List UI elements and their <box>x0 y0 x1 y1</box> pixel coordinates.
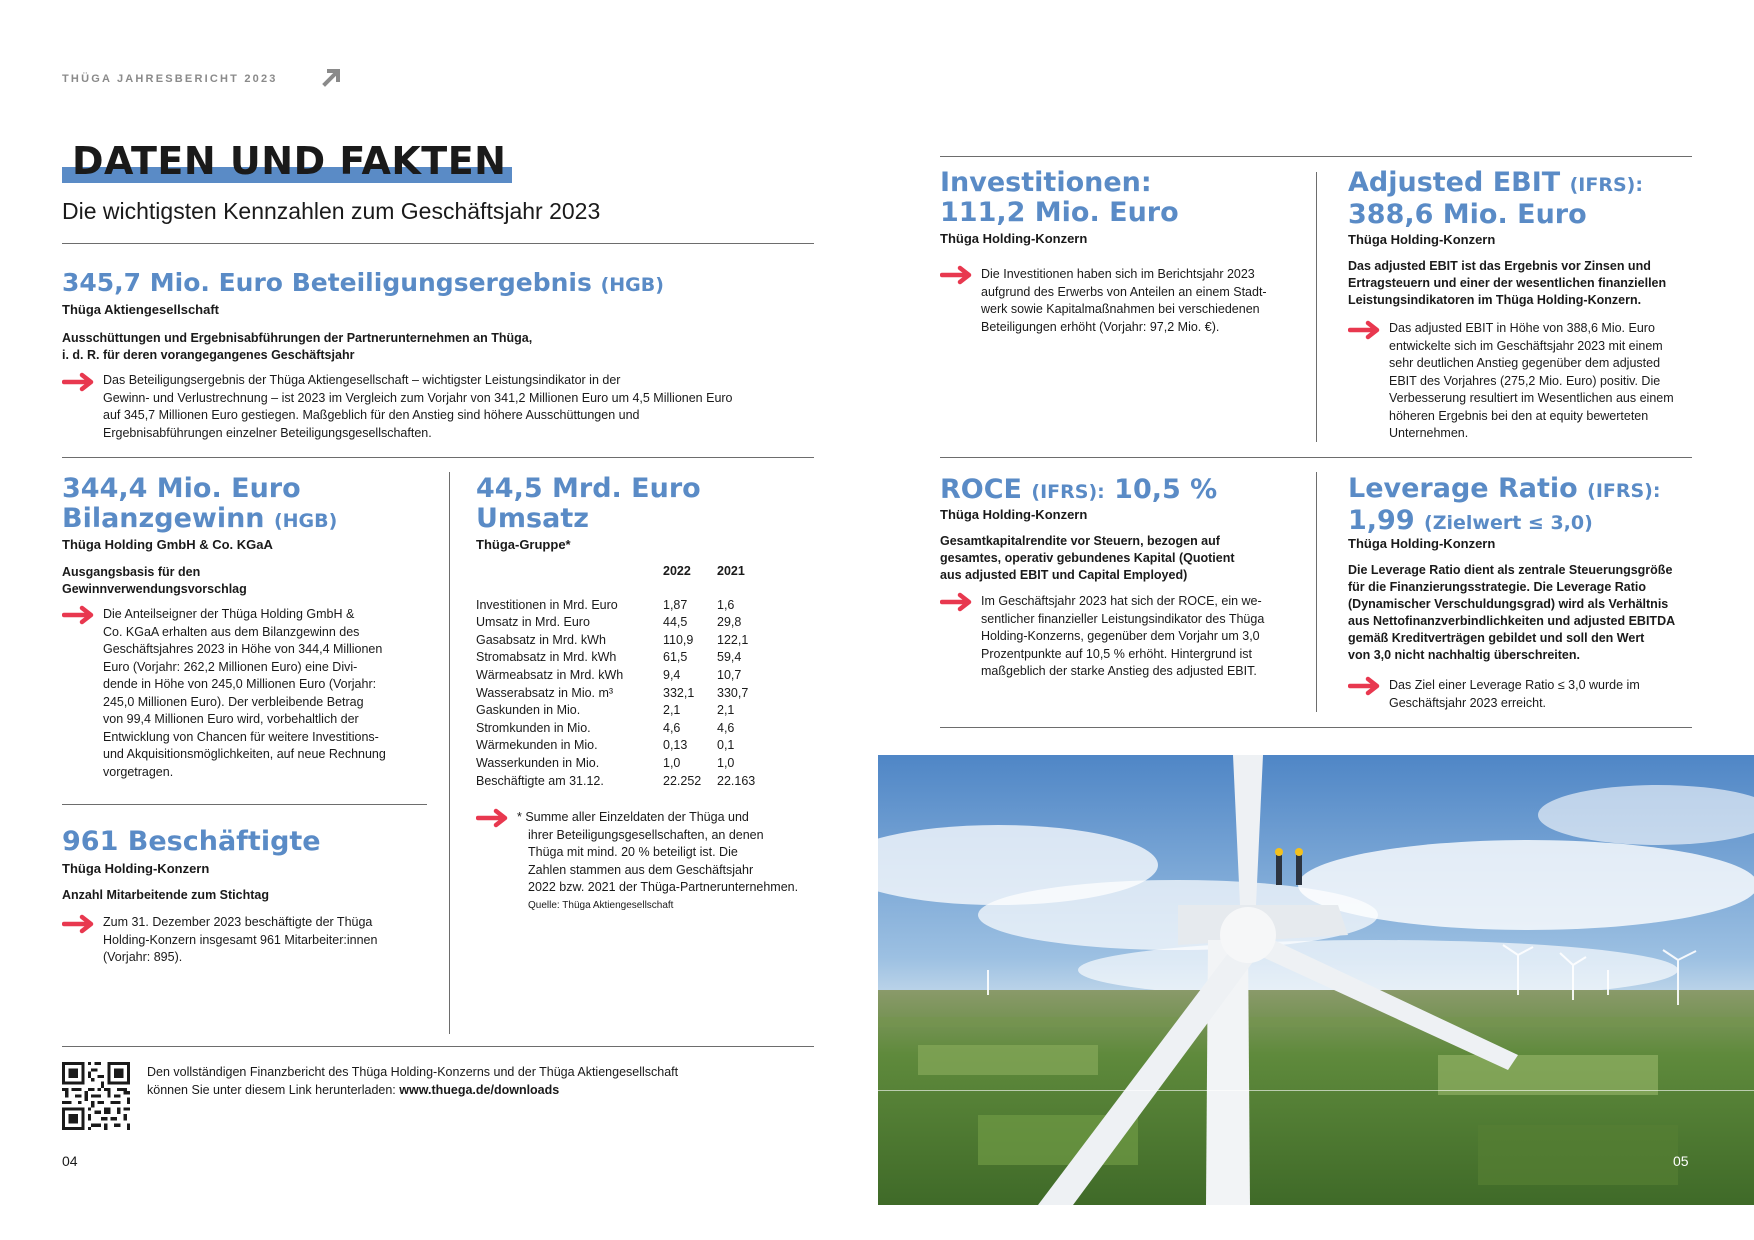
roce-entity: Thüga Holding-Konzern <box>940 507 1088 522</box>
table-row: Stromabsatz in Mrd. kWh 61,5 59,4 <box>476 650 742 665</box>
roce-title: ROCE (IFRS): 10,5 % <box>940 474 1218 505</box>
bilanz-text: Die Anteilseigner der Thüga Holding GmbH & Co. KGaA erhalten aus dem Bilanzgewinn des Geschäftsjahres 2023 in Höhe von 344,4 Millionen Euro (Vorjahr: 262,2 Millionen Euro) eine Divi- dende in Höhe von 245,0 Millionen Euro (Vorjahr: 245,0 Millionen Euro). Der verbleibende Betrag von 99,4 Millionen Euro wird, vorbehaltlich der Entwicklung von Chancen für weitere Investitions- und Akquisitionsmöglichkeiten, auf neue Rechnung vorgetragen. <box>103 607 386 779</box>
bilanz-entity: Thüga Holding GmbH & Co. KGaA <box>62 537 273 552</box>
umsatz-title: 44,5 Mrd. Euro Umsatz <box>476 473 701 534</box>
divider <box>62 1046 814 1047</box>
arrow-up-right-icon <box>321 66 343 88</box>
table-row: Stromkunden in Mio. 4,6 4,6 <box>476 720 735 735</box>
leverage-intro: Die Leverage Ratio dient als zentrale Steuerungsgröße für die Finanzierungsstrategie. Die Leverage Ratio (Dynamischer Verschuldungsgrad) wird als Verhältnis aus Nettofinanzverbindlichkeiten und adjusted EBITDA gemäß Kreditverträgen gebildet und soll den Wert von 3,0 nicht nachhaltig überschreiten. <box>1348 563 1676 662</box>
arrow-right-icon <box>476 808 512 828</box>
wind-turbine-photo <box>878 755 1754 1205</box>
divider <box>62 457 814 458</box>
roce-text: Im Geschäftsjahr 2023 hat sich der ROCE, ein we- sentlicher finanzieller Leistungsindikator des Thüga Holding-Konzerns, gegenüber dem Vorjahr um 3,0 Prozentpunkte auf 10,5 % erhöht. Hintergrund ist maßgeblich der starke Anstieg des adjusted EBIT. <box>981 594 1265 678</box>
beteiligung-intro: Ausschüttungen und Ergebnisabführungen der Partnerunternehmen an Thüga, i. d. R. für deren vorangegangenes Geschäftsjahr <box>62 331 533 362</box>
arrow-right-icon <box>62 914 98 934</box>
divider <box>940 727 1692 728</box>
table-row: Investitionen in Mrd. Euro 1,87 1,6 <box>476 597 735 612</box>
beschaeftigte-text: Zum 31. Dezember 2023 beschäftigte der Thüga Holding-Konzern insgesamt 961 Mitarbeiter:innen (Vorjahr: 895). <box>103 915 378 964</box>
investitionen-entity: Thüga Holding-Konzern <box>940 231 1088 246</box>
table-row: Umsatz in Mrd. Euro 44,5 29,8 <box>476 615 742 630</box>
umsatz-footnote: * Summe aller Einzeldaten der Thüga und ihrer Beteiligungsgesellschaften, an denen Thüga mit mind. 20 % beteiligt ist. Die Zahlen stammen aus dem Geschäftsjahr 2022 bzw. 2021 der Thüga-Partnerunternehmen. <box>517 810 799 894</box>
table-header-row <box>476 562 777 580</box>
column-divider <box>1316 172 1317 442</box>
leverage-entity: Thüga Holding-Konzern <box>1348 536 1496 551</box>
arrow-right-icon <box>62 605 98 625</box>
col-2021-header: 2021 <box>717 563 745 578</box>
ebit-entity: Thüga Holding-Konzern <box>1348 232 1496 247</box>
downloads-link[interactable]: www.thuega.de/downloads <box>399 1082 560 1097</box>
arrow-right-icon <box>1348 320 1384 340</box>
umsatz-table <box>476 562 777 791</box>
investitionen-title: Investitionen: 111,2 Mio. Euro <box>940 167 1179 228</box>
ebit-title: Adjusted EBIT (IFRS): 388,6 Mio. Euro <box>1348 167 1643 230</box>
col-2022-header: 2022 <box>663 563 691 578</box>
beschaeftigte-entity: Thüga Holding-Konzern <box>62 861 210 876</box>
umsatz-source: Quelle: Thüga Aktiengesellschaft <box>528 900 674 911</box>
arrow-right-icon <box>62 372 98 392</box>
divider <box>940 156 1692 157</box>
page-number-right: 05 <box>1673 1153 1689 1169</box>
ebit-intro: Das adjusted EBIT ist das Ergebnis vor Zinsen und Ertragsteuern und einer der wesentlichen finanziellen Leistungsindikatoren im Thüga Holding-Konzern. <box>1348 259 1667 307</box>
beteiligung-entity: Thüga Aktiengesellschaft <box>62 302 219 317</box>
divider <box>62 804 427 805</box>
qr-code-icon[interactable] <box>62 1062 130 1130</box>
column-divider <box>449 472 450 1034</box>
arrow-right-icon <box>940 265 976 285</box>
beschaeftigte-title: 961 Beschäftigte <box>62 826 321 857</box>
column-divider <box>1316 472 1317 712</box>
table-row: Wasserabsatz in Mio. m³ 332,1 330,7 <box>476 685 749 700</box>
table-row: Gaskunden in Mio. 2,1 2,1 <box>476 703 735 718</box>
arrow-right-icon <box>940 592 976 612</box>
investitionen-text: Die Investitionen haben sich im Berichtsjahr 2023 aufgrund des Erwerbs von Anteilen an einem Stadt- werk sowie Kapitalmaßnahmen bei verschiedenen Beteiligungen erhöht (Vorjahr: 97,2 Mio. €). <box>981 267 1267 334</box>
umsatz-entity: Thüga-Gruppe* <box>476 537 571 552</box>
table-row: Wärmekunden in Mio. 0,13 0,1 <box>476 738 735 753</box>
divider <box>940 457 1692 458</box>
page-number-left: 04 <box>62 1153 78 1169</box>
divider <box>62 243 814 244</box>
table-row: Gasabsatz in Mrd. kWh 110,9 122,1 <box>476 632 749 647</box>
bilanz-title: 344,4 Mio. Euro Bilanzgewinn (HGB) <box>62 473 338 534</box>
table-row: Wasserkunden in Mio. 1,0 1,0 <box>476 755 735 770</box>
footer-text: Den vollständigen Finanzbericht des Thüga Holding-Konzerns und der Thüga Aktiengesellschaft können Sie unter diesem Link herunterladen: www.thuega.de/downloads <box>147 1065 679 1097</box>
page-title: DATEN UND FAKTEN <box>72 139 507 183</box>
arrow-right-icon <box>1348 676 1384 696</box>
leverage-text: Das Ziel einer Leverage Ratio ≤ 3,0 wurde im Geschäftsjahr 2023 erreicht. <box>1389 678 1640 710</box>
page-subtitle: Die wichtigsten Kennzahlen zum Geschäftsjahr 2023 <box>62 198 601 224</box>
running-header: THÜGA JAHRESBERICHT 2023 <box>62 73 278 85</box>
beschaeftigte-intro: Anzahl Mitarbeitende zum Stichtag <box>62 888 269 902</box>
beteiligung-text: Das Beteiligungsergebnis der Thüga Aktiengesellschaft – wichtigster Leistungsindikator in der Gewinn- und Verlustrechnung – ist 2023 im Vergleich zum Vorjahr von 341,2 Millionen Euro um 4,5 Millionen Euro auf 345,7 Millionen Euro gestiegen. Maßgeblich für den Anstieg sind höhere Ausschüttungen und Ergebnisabführungen einzelner Beteiligungsgesellschaften. <box>103 373 733 440</box>
roce-intro: Gesamtkapitalrendite vor Steuern, bezogen auf gesamtes, operativ gebundenes Kapital (Quotient aus adjusted EBIT und Capital Employed) <box>940 534 1235 582</box>
table-row: Wärmeabsatz in Mrd. kWh 9,4 10,7 <box>476 667 742 682</box>
table-row: Beschäftigte am 31.12. 22.252 22.163 <box>476 773 756 788</box>
ebit-text: Das adjusted EBIT in Höhe von 388,6 Mio. Euro entwickelte sich im Geschäftsjahr 2023 mit einem sehr deutlichen Anstieg gegenüber dem adjusted EBIT des Vorjahres (275,2 Mio. Euro) positiv. Die Verbesserung resultiert im Wesentlichen aus einem höheren Ergebnis bei den at equity bewerteten Unternehmen. <box>1389 321 1674 440</box>
beteiligung-title: 345,7 Mio. Euro Beteiligungsergebnis (HGB) <box>62 268 664 297</box>
bilanz-intro: Ausgangsbasis für den Gewinnverwendungsvorschlag <box>62 565 247 596</box>
photo-line <box>878 1090 1754 1091</box>
leverage-title: Leverage Ratio (IFRS): 1,99 (Zielwert ≤ 3,0) <box>1348 473 1661 536</box>
